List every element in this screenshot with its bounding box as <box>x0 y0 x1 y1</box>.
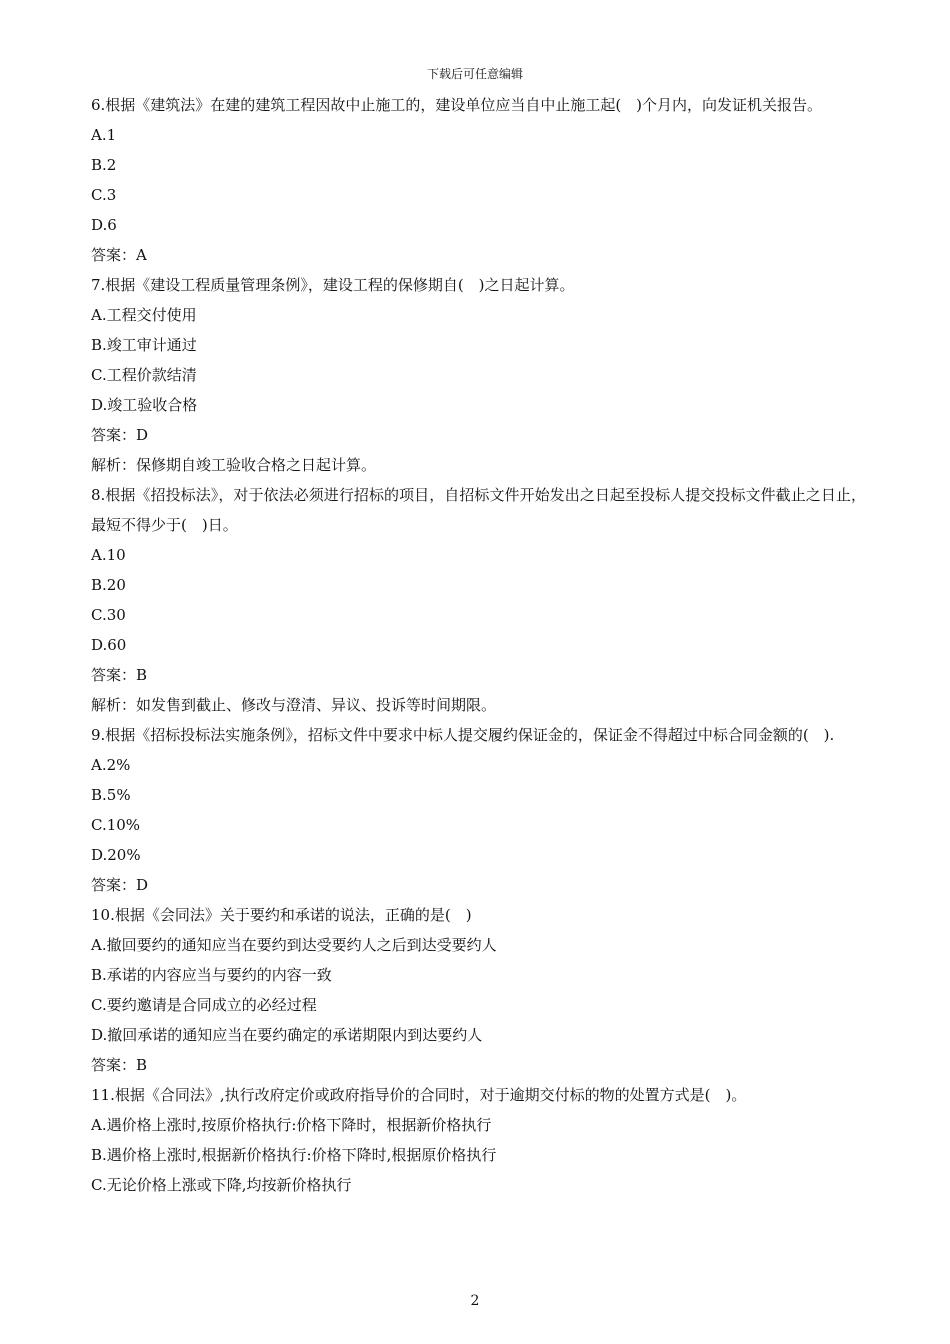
answer: 答案：A <box>91 246 147 264</box>
option: B.20 <box>91 576 126 594</box>
option: C.10% <box>91 816 141 834</box>
option: B.遇价格上涨时,根据新价格执行:价格下降时,根据原价格执行 <box>91 1146 497 1164</box>
answer: 答案：D <box>91 876 149 894</box>
option: D.撤回承诺的通知应当在要约确定的承诺期限内到达要约人 <box>91 1026 483 1044</box>
page-header: 下载后可任意编辑 <box>426 67 523 81</box>
question-9-stem: 9.根据《招标投标法实施条例》，招标文件中要求中标人提交履约保证金的，保证金不得超过中标合同金额的( ). <box>91 726 835 744</box>
question-6-stem: 6.根据《建筑法》在建的建筑工程因故中止施工的，建设单位应当自中止施工起( )个月内，向发证机关报告。 <box>91 96 823 114</box>
answer: 答案：D <box>91 426 149 444</box>
answer: 答案：B <box>91 666 148 684</box>
analysis: 解析：如发售到截止、修改与澄清、异议、投诉等时间期限。 <box>91 696 497 714</box>
option: D.20% <box>91 846 141 864</box>
option: B.竣工审计通过 <box>91 336 197 354</box>
option: D.竣工验收合格 <box>91 396 198 414</box>
option: A.撤回要约的通知应当在要约到达受要约人之后到达受要约人 <box>91 936 497 954</box>
option: A.1 <box>91 126 117 144</box>
question-11-stem: 11.根据《合同法》,执行改府定价或政府指导价的合同时，对于逾期交付标的物的处置方式是( )。 <box>91 1086 747 1104</box>
question-10-stem: 10.根据《会同法》关于要约和承诺的说法，正确的是( ) <box>91 906 472 924</box>
option: A.工程交付使用 <box>91 306 197 324</box>
option: A.2% <box>91 756 131 774</box>
option: A.遇价格上涨时,按原价格执行:价格下降时，根据新价格执行 <box>91 1116 492 1134</box>
option: C.无论价格上涨或下降,均按新价格执行 <box>91 1176 352 1194</box>
option: C.工程价款结清 <box>91 366 197 384</box>
option: B.5% <box>91 786 131 804</box>
option: D.60 <box>91 636 127 654</box>
question-7-stem: 7.根据《建设工程质量管理条例》，建设工程的保修期自( )之日起计算。 <box>91 276 575 294</box>
answer: 答案：B <box>91 1056 148 1074</box>
document-body <box>91 90 866 1200</box>
option: B.2 <box>91 156 117 174</box>
page-number: 2 <box>470 1293 480 1309</box>
question-8-stem: 8.根据《招投标法》，对于依法必须进行招标的项目，自招标文件开始发出之日起至投标人提交投标文件截止之日止，最短不得少于( )日。 <box>91 486 866 534</box>
analysis: 解析：保修期自竣工验收合格之日起计算。 <box>91 456 377 474</box>
option: D.6 <box>91 216 117 234</box>
option: C.3 <box>91 186 117 204</box>
option: C.要约邀请是合同成立的必经过程 <box>91 996 317 1014</box>
option: B.承诺的内容应当与要约的内容一致 <box>91 966 332 984</box>
option: A.10 <box>91 546 126 564</box>
option: C.30 <box>91 606 126 624</box>
